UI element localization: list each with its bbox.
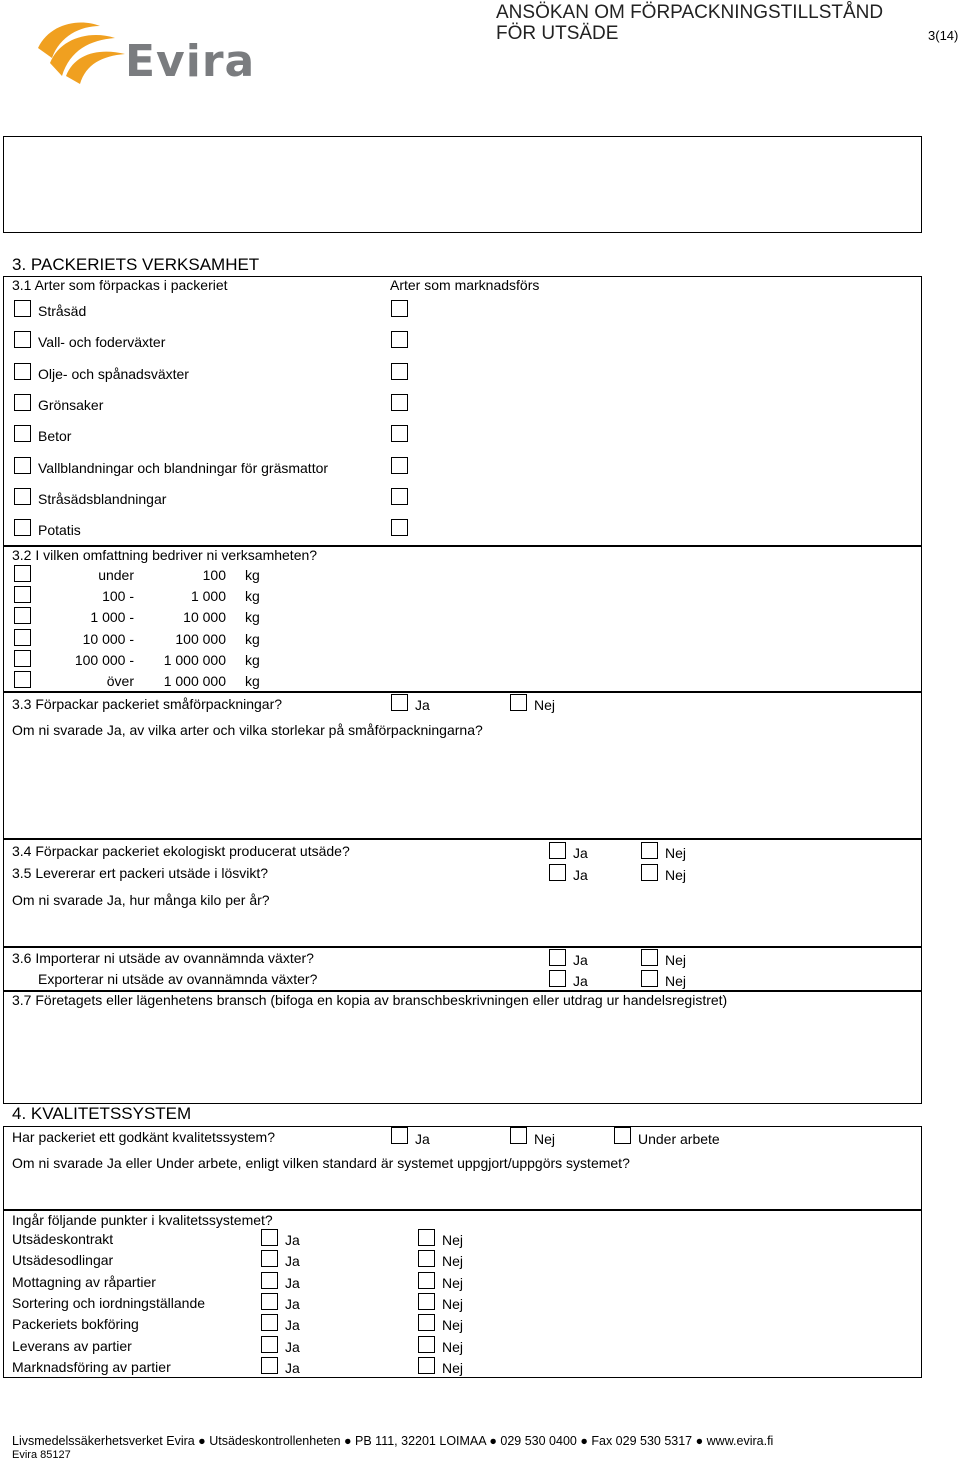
quality-point-label: Packeriets bokföring (12, 1316, 139, 1333)
quality-point-nej-label: Nej (442, 1317, 464, 1334)
page-number-total: (14) (935, 28, 959, 43)
q34-label: 3.4 Förpackar packeriet ekologiskt producerat utsäde? (12, 843, 350, 859)
quality-point-ja-label: Ja (285, 1295, 300, 1312)
volume-range-checkbox[interactable] (14, 565, 31, 582)
quality-point-nej-label: Nej (442, 1359, 464, 1376)
q36b-nej-checkbox[interactable] (641, 970, 658, 987)
page-number (928, 28, 958, 43)
species-marketed-checkbox[interactable] (391, 457, 408, 474)
volume-range-unit: kg (245, 673, 260, 689)
q4-under-arbete-checkbox[interactable] (614, 1127, 631, 1144)
volume-range-checkbox[interactable] (14, 629, 31, 646)
quality-point-ja-label: Ja (285, 1317, 300, 1334)
quality-point-ja-label: Ja (285, 1274, 300, 1291)
species-label: Potatis (38, 522, 81, 539)
q4-ja-checkbox[interactable] (391, 1127, 408, 1144)
species-label: Stråsädsblandningar (38, 490, 167, 507)
quality-point-label: Sortering och iordningställande (12, 1294, 206, 1311)
quality-point-ja-label: Ja (285, 1338, 300, 1355)
volume-range-from: 100 000 - (74, 651, 134, 668)
quality-point-label: Utsädesodlingar (12, 1252, 114, 1269)
species-marketed-checkbox[interactable] (391, 519, 408, 536)
quality-point-ja-checkbox[interactable] (261, 1229, 278, 1246)
footer-form-code: Evira 85127 (12, 1449, 71, 1461)
species-packed-checkbox[interactable] (14, 488, 31, 505)
q4-nej-checkbox[interactable] (510, 1127, 527, 1144)
page-number-current: 3 (928, 28, 936, 43)
species-packed-checkbox[interactable] (14, 519, 31, 536)
species-marketed-checkbox[interactable] (391, 331, 408, 348)
volume-range-from: över (106, 673, 134, 689)
quality-point-nej-label: Nej (442, 1253, 464, 1270)
quality-point-ja-label: Ja (285, 1359, 300, 1376)
volume-range-to: 100 (202, 567, 226, 583)
volume-range-unit: kg (245, 630, 260, 647)
quality-point-ja-checkbox[interactable] (261, 1250, 278, 1267)
volume-range-to: 10 000 (183, 609, 226, 626)
quality-point-ja-checkbox[interactable] (261, 1272, 278, 1289)
q35-label: 3.5 Levererar ert packeri utsäde i lösvikt? (12, 865, 269, 881)
volume-range-from: under (98, 567, 134, 583)
volume-range-from: 100 - (102, 588, 134, 605)
quality-point-nej-checkbox[interactable] (418, 1293, 435, 1310)
section3-heading: 3. PACKERIETS VERKSAMHET (12, 255, 260, 274)
q36b-ja-label: Ja (573, 973, 588, 989)
volume-range-from: 1 000 - (90, 609, 134, 626)
quality-point-nej-checkbox[interactable] (418, 1357, 435, 1374)
q31-label: 3.1 Arter som förpackas i packeriet (12, 277, 228, 293)
quality-point-label: Utsädeskontrakt (12, 1231, 114, 1247)
q36-nej-label: Nej (665, 952, 687, 968)
quality-point-ja-label: Ja (285, 1253, 300, 1270)
q33-followup-label: Om ni svarade Ja, av vilka arter och vilka storlekar på småförpackningarna? (12, 722, 483, 738)
volume-range-unit: kg (245, 651, 260, 668)
species-marketed-checkbox[interactable] (391, 363, 408, 380)
quality-point-nej-checkbox[interactable] (418, 1229, 435, 1246)
q33-label: 3.3 Förpackar packeriet småförpackningar? (12, 696, 283, 712)
species-packed-checkbox[interactable] (14, 331, 31, 348)
volume-range-to: 1 000 000 (163, 651, 226, 668)
quality-point-label: Marknadsföring av partier (12, 1358, 171, 1375)
quality-point-ja-checkbox[interactable] (261, 1293, 278, 1310)
evira-logo (30, 18, 256, 88)
q36-nej-checkbox[interactable] (641, 949, 658, 966)
q36b-ja-checkbox[interactable] (549, 970, 566, 987)
quality-point-nej-checkbox[interactable] (418, 1250, 435, 1267)
q4-label: Har packeriet ett godkänt kvalitetssystem? (12, 1129, 276, 1145)
q33-nej-checkbox[interactable] (510, 694, 527, 711)
species-packed-checkbox[interactable] (14, 300, 31, 317)
species-label: Betor (38, 428, 72, 445)
species-packed-checkbox[interactable] (14, 394, 31, 411)
q35-nej-checkbox[interactable] (641, 864, 658, 881)
evira-logo-text: Evira (125, 36, 256, 87)
species-packed-checkbox[interactable] (14, 457, 31, 474)
q33-ja-label: Ja (415, 697, 430, 713)
q4-nej-label: Nej (534, 1131, 556, 1147)
q36-label: 3.6 Importerar ni utsäde av ovannämnda växter? (12, 950, 314, 966)
continuation-field[interactable] (3, 136, 922, 233)
species-label: Stråsäd (38, 303, 87, 319)
volume-range-unit: kg (245, 609, 260, 626)
volume-range-unit: kg (245, 567, 260, 583)
quality-point-nej-checkbox[interactable] (418, 1272, 435, 1289)
volume-range-checkbox[interactable] (14, 586, 31, 603)
q35-followup-label: Om ni svarade Ja, hur många kilo per år? (12, 892, 270, 908)
q35-nej-label: Nej (665, 867, 687, 883)
q4-under-arbete-label: Under arbete (638, 1131, 720, 1147)
q33-ja-checkbox[interactable] (391, 694, 408, 711)
document-title-line2: FÖR UTSÄDE (496, 23, 619, 44)
quality-point-ja-checkbox[interactable] (261, 1336, 278, 1353)
q35-ja-label: Ja (573, 867, 588, 883)
q32-label: 3.2 I vilken omfattning bedriver ni verksamheten? (12, 547, 318, 563)
species-marketed-checkbox[interactable] (391, 394, 408, 411)
q4-ja-label: Ja (415, 1131, 430, 1147)
species-packed-checkbox[interactable] (14, 425, 31, 442)
species-label: Vallblandningar och blandningar för gräsmattor (38, 459, 329, 476)
quality-point-nej-label: Nej (442, 1338, 464, 1355)
q34-ja-label: Ja (573, 845, 588, 861)
quality-point-nej-label: Nej (442, 1274, 464, 1291)
q4-followup-label: Om ni svarade Ja eller Under arbete, enligt vilken standard är systemet uppgjort/uppgörs systemet? (12, 1155, 630, 1171)
species-marketed-checkbox[interactable] (391, 488, 408, 505)
document-title (496, 2, 883, 44)
volume-range-to: 100 000 (175, 630, 226, 647)
section4-heading: 4. KVALITETSSYSTEM (12, 1104, 192, 1123)
evira-logo-mark-icon (30, 18, 130, 88)
quality-point-ja-checkbox[interactable] (261, 1314, 278, 1331)
quality-point-nej-label: Nej (442, 1232, 464, 1248)
q34-nej-label: Nej (665, 845, 687, 861)
species-packed-checkbox[interactable] (14, 363, 31, 380)
q36b-label: Exporterar ni utsäde av ovannämnda växter? (38, 971, 318, 987)
volume-range-to: 1 000 000 (163, 673, 226, 689)
quality-point-ja-label: Ja (285, 1232, 300, 1248)
small-packages-box (3, 692, 922, 839)
q31-col2-label: Arter som marknadsförs (390, 277, 540, 293)
q4-points-label: Ingår följande punkter i kvalitetssystemet? (12, 1212, 273, 1228)
q36-ja-label: Ja (573, 952, 588, 968)
q34-ja-checkbox[interactable] (549, 842, 566, 859)
species-label: Olje- och spånadsväxter (38, 365, 189, 382)
volume-range-to: 1 000 (190, 588, 226, 605)
species-marketed-checkbox[interactable] (391, 300, 408, 317)
quality-point-label: Leverans av partier (12, 1337, 132, 1354)
species-label: Grönsaker (38, 396, 104, 413)
volume-range-checkbox[interactable] (14, 650, 31, 667)
volume-range-checkbox[interactable] (14, 607, 31, 624)
quality-point-nej-checkbox[interactable] (418, 1336, 435, 1353)
q37-label: 3.7 Företagets eller lägenhetens bransch (bifoga en kopia av branschbeskrivningen eller utdrag ur handelsregistret) (12, 992, 728, 1008)
q36-ja-checkbox[interactable] (549, 949, 566, 966)
q33-nej-label: Nej (534, 697, 556, 713)
volume-range-checkbox[interactable] (14, 671, 31, 688)
q36b-nej-label: Nej (665, 973, 687, 989)
quality-point-label: Mottagning av råpartier (12, 1273, 156, 1290)
footer-contact: Livsmedelssäkerhetsverket Evira ● Utsädeskontrollenheten ● PB 111, 32201 LOIMAA ● 029 530 0400 ● Fax 029 530 5317 ● www.evira.fi (12, 1434, 774, 1448)
species-marketed-checkbox[interactable] (391, 425, 408, 442)
volume-range-unit: kg (245, 588, 260, 605)
quality-point-nej-checkbox[interactable] (418, 1314, 435, 1331)
document-title-line1: ANSÖKAN OM FÖRPACKNINGSTILLSTÅND (496, 2, 884, 23)
volume-range-from: 10 000 - (82, 630, 134, 647)
species-label: Vall- och foderväxter (38, 334, 166, 351)
quality-point-ja-checkbox[interactable] (261, 1357, 278, 1374)
q35-ja-checkbox[interactable] (549, 864, 566, 881)
q34-nej-checkbox[interactable] (641, 842, 658, 859)
quality-point-nej-label: Nej (442, 1295, 464, 1312)
